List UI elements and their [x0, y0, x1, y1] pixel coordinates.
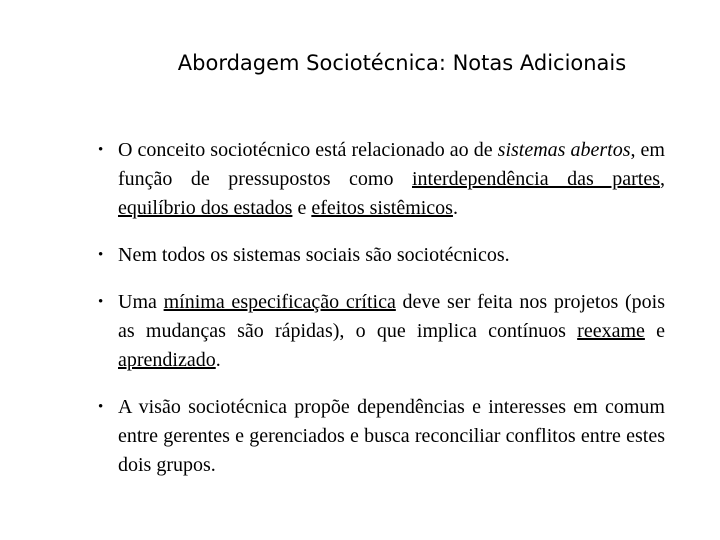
text-segment: O conceito sociotécnico está relacionado ao de — [118, 139, 498, 161]
bullet-icon: • — [98, 142, 104, 158]
text-segment: e — [644, 320, 665, 342]
bullet-icon: • — [98, 294, 104, 310]
text-segment: , em função de pressupostos como — [118, 139, 665, 190]
emphasis-sistemas-abertos: sistemas abertos — [497, 139, 631, 161]
bullet-text — [118, 136, 665, 223]
underlined-interdependencia: interdependência das partes — [411, 168, 661, 190]
text-segment: deve ser feita nos projetos (pois as mudanças são rápidas), o que implica contínuos — [118, 291, 665, 342]
bullet-icon: • — [98, 247, 104, 263]
bullet-item-critical-specification — [78, 288, 665, 375]
text-segment: e — [292, 197, 312, 219]
bullet-text — [118, 241, 665, 270]
text-segment: . — [452, 197, 458, 219]
bullet-text — [118, 288, 665, 375]
underlined-aprendizado: aprendizado — [118, 349, 216, 371]
bullet-text — [118, 393, 665, 480]
underlined-efeitos: efeitos sistêmicos — [311, 197, 453, 219]
bullet-item-open-systems — [78, 136, 665, 223]
text-segment: . — [215, 349, 221, 371]
text-segment: Uma — [118, 291, 164, 313]
underlined-reexame: reexame — [577, 320, 645, 342]
bullet-icon: • — [98, 399, 104, 415]
underlined-minima-especificacao: mínima especificação crítica — [163, 291, 396, 313]
text-segment: Nem todos os sistemas sociais são sociotécnicos. — [118, 244, 510, 266]
slide-title: Abordagem Sociotécnica: Notas Adicionais — [177, 51, 627, 75]
bullet-item-sociotechnical-view — [78, 393, 665, 480]
bullet-item-social-systems — [78, 241, 665, 270]
underlined-equilibrio: equilíbrio dos estados — [118, 197, 293, 219]
text-segment: , — [660, 168, 666, 190]
text-segment: A visão sociotécnica propõe dependências e interesses em comum entre gerentes e gerenciados e busca reconciliar conflitos entre estes dois grupos. — [118, 396, 665, 476]
bullet-list — [78, 136, 665, 480]
